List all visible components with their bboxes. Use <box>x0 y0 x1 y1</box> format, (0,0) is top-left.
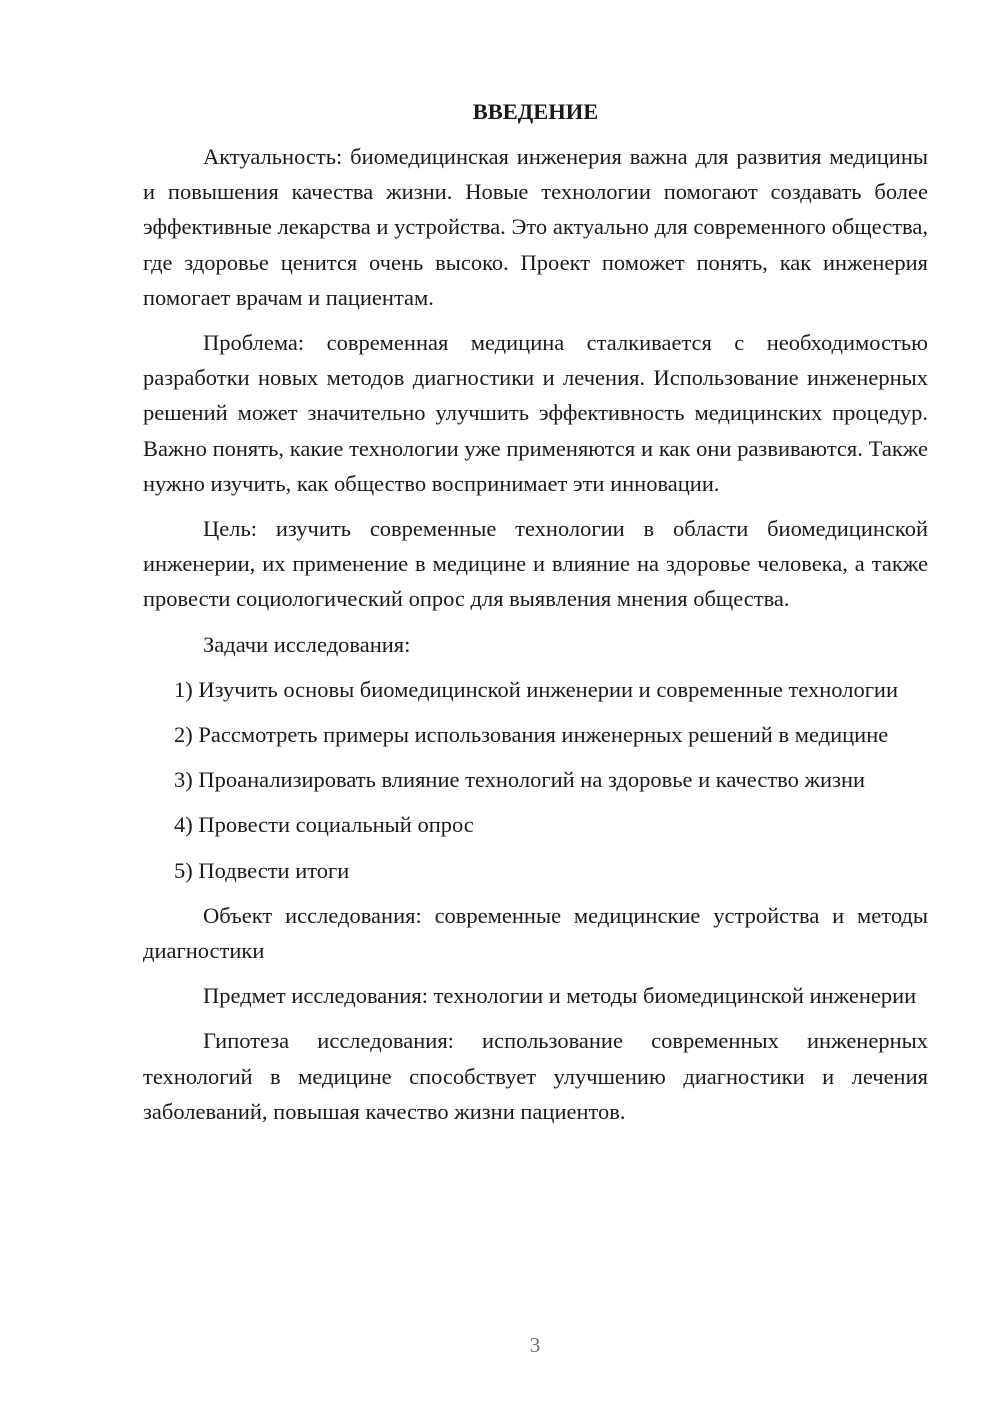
task-item: 4) Провести социальный опрос <box>174 812 474 838</box>
task-item: 3) Проанализировать влияние технологий на здоровье и качество жизни <box>174 767 866 793</box>
subject-paragraph: Предмет исследования: технологии и методы биомедицинской инженерии <box>203 983 917 1009</box>
relevance-paragraph: Актуальность: биомедицинская инженерия важна для развития медицины и повышения качества жизни. Новые технологии помогают создавать более эффективные лекарства и устройства. Это актуально для современного общества, где здоровье ценится очень высоко. Проект поможет понять, как инженерия помогает врачам и пациентам. <box>143 144 928 310</box>
task-item: 5) Подвести итоги <box>174 857 350 883</box>
object-paragraph: Объект исследования: современные медицинские устройства и методы диагностики <box>143 902 928 964</box>
hypothesis-paragraph: Гипотеза исследования: использование современных инженерных технологий в медицине способствует улучшению диагностики и лечения заболеваний, повышая качество жизни пациентов. <box>143 1028 928 1124</box>
task-item: 1) Изучить основы биомедицинской инженерии и современные технологии <box>174 676 899 702</box>
page-number: 3 <box>529 1333 541 1357</box>
page-content <box>143 94 928 1139</box>
section-title: ВВЕДЕНИЕ <box>472 99 599 124</box>
tasks-heading: Задачи исследования: <box>203 631 411 657</box>
task-item: 2) Рассмотреть примеры использования инженерных решений в медицине <box>174 722 889 748</box>
goal-paragraph: Цель: изучить современные технологии в области биомедицинской инженерии, их применение в медицине и влияние на здоровье человека, а также провести социологический опрос для выявления мнения общества. <box>143 516 928 612</box>
problem-paragraph: Проблема: современная медицина сталкивается с необходимостью разработки новых методов диагностики и лечения. Использование инженерных решений может значительно улучшить эффективность медицинских процедур. Важно понять, какие технологии уже применяются и как они развиваются. Также нужно изучить, как общество воспринимает эти инновации. <box>143 330 928 496</box>
